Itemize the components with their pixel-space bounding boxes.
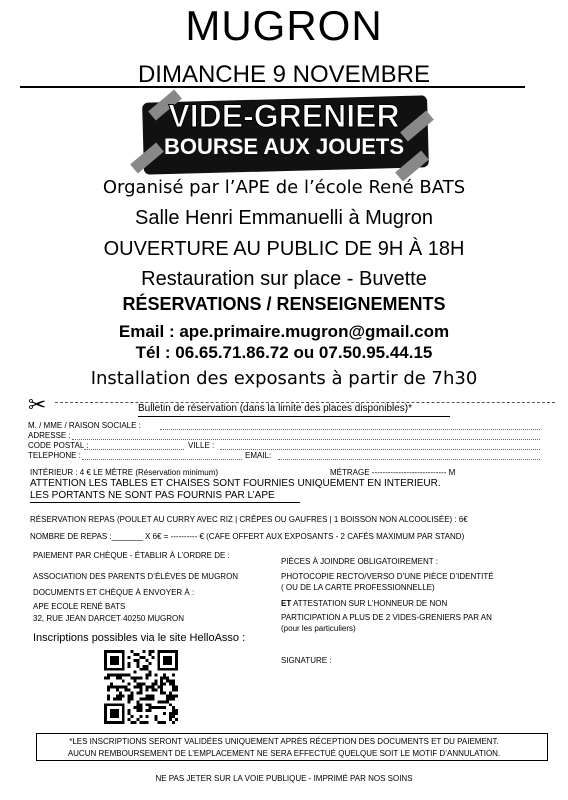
opening-hours: OUVERTURE AU PUBLIC DE 9H À 18H [103, 238, 465, 260]
event-date: DIMANCHE 9 NOVEMBRE [137, 61, 431, 88]
length-field[interactable]: MÉTRAGE ---------------------------- M [330, 468, 456, 477]
name-label: M. / MME / RAISON SOCIALE : [28, 421, 141, 430]
divider [20, 86, 525, 88]
send-to-label: DOCUMENTS ET CHÈQUE À ENVOYER À : [33, 588, 195, 597]
divider [138, 416, 450, 417]
doc-attestation [281, 599, 447, 608]
address-line-1: APE ECOLE RENÉ BATS [33, 602, 126, 611]
scissors-icon: ✂ [28, 392, 47, 417]
email-field[interactable] [278, 459, 540, 460]
helloasso-label: Inscriptions possibles via le site HelloAsso : [33, 632, 246, 644]
doc-id: PHOTOCOPIE RECTO/VERSO D’UNE PIÈCE D’IDENTITÉ [281, 572, 494, 581]
banner-subtitle: BOURSE AUX JOUETS [163, 134, 404, 159]
reservations-heading: RÉSERVATIONS / RENSEIGNEMENTS [122, 294, 446, 314]
contact-email: Email : ape.primaire.mugron@gmail.com [118, 322, 450, 341]
interior-label: INTÉRIEUR : 4 € LE MÈTRE (Réservation minimum) [30, 468, 219, 477]
venue: Salle Henri Emmanuelli à Mugron [135, 207, 433, 229]
phone-field[interactable] [82, 459, 242, 460]
docs-heading: PIÈCES À JOINDRE OBLIGATOIREMENT : [281, 557, 438, 566]
racks-notice: LES PORTANTS NE SONT PAS FOURNIS PAR L’APE [30, 490, 275, 501]
qr-code[interactable] [104, 650, 178, 724]
footer-note: NE PAS JETER SUR LA VOIE PUBLIQUE - IMPRIMÉ PAR NOS SOINS [155, 774, 413, 783]
doc-id-alt: ( OU DE LA CARTE PROFESSIONNELLE) [281, 583, 435, 592]
doc-attestation-2: PARTICIPATION A PLUS DE 2 VIDES-GRENIERS PAR AN [281, 613, 492, 622]
doc-attestation-text: ATTESTATION SUR L’HONNEUR DE NON [291, 599, 448, 608]
city-field[interactable] [220, 449, 540, 450]
payee: ASSOCIATION DES PARENTS D’ÉLÈVES DE MUGRON [33, 572, 239, 581]
banner-title: VIDE-GRENIER [168, 98, 400, 134]
page-title: MUGRON [185, 2, 383, 49]
form-title: Bulletin de réservation (dans la limite des places disponibles)* [138, 403, 413, 414]
city-label: VILLE : [188, 441, 215, 450]
postal-label: CODE POSTAL : [28, 441, 89, 450]
refund-note: AUCUN REMBOURSEMENT DE L’EMPLACEMENT NE SERA EFFECTUÉ QUELQUE SOIT LE MOTIF D’ANNULATION. [67, 749, 501, 758]
validation-note: *LES INSCRIPTIONS SERONT VALIDÉES UNIQUEMENT APRÈS RÉCEPTION DES DOCUMENTS ET DU PAIEMENT. [69, 737, 499, 746]
address-field[interactable] [72, 439, 540, 440]
food-info: Restauration sur place - Buvette [141, 268, 427, 290]
signature-field[interactable]: SIGNATURE : [281, 656, 332, 665]
and-label: ET [281, 599, 292, 608]
email-label: EMAIL: [245, 451, 272, 460]
payment-label: PAIEMENT PAR CHÈQUE - ÉTABLIR À L’ORDRE DE : [33, 551, 230, 560]
installation-time: Installation des exposants à partir de 7h30 [90, 368, 478, 389]
address-label: ADRESSE : [28, 431, 71, 440]
meal-label: RÉSERVATION REPAS (POULET AU CURRY AVEC RIZ | CRÊPES OU GAUFRES | 1 BOISSON NON ALCOOLISÉE) : 6€ [30, 515, 468, 524]
tables-notice: ATTENTION LES TABLES ET CHAISES SONT FOURNIES UNIQUEMENT EN INTERIEUR. [30, 478, 441, 489]
doc-attestation-3: (pour les particuliers) [281, 624, 356, 633]
address-line-2: 32, RUE JEAN DARCET 40250 MUGRON [33, 614, 185, 623]
name-field[interactable] [160, 429, 540, 430]
postal-field[interactable] [84, 449, 184, 450]
organizer: Organisé par l’APE de l’école René BATS [102, 177, 466, 198]
divider [30, 502, 300, 503]
meal-count-field[interactable]: NOMBRE DE REPAS :_______ X 6€ = ---------- € (CAFE OFFERT AUX EXPOSANTS - 2 CAFÉS MAXIMUM PAR STAND) [30, 532, 465, 541]
contact-phone: Tél : 06.65.71.86.72 ou 07.50.95.44.15 [135, 343, 433, 362]
phone-label: TELEPHONE : [28, 451, 81, 460]
